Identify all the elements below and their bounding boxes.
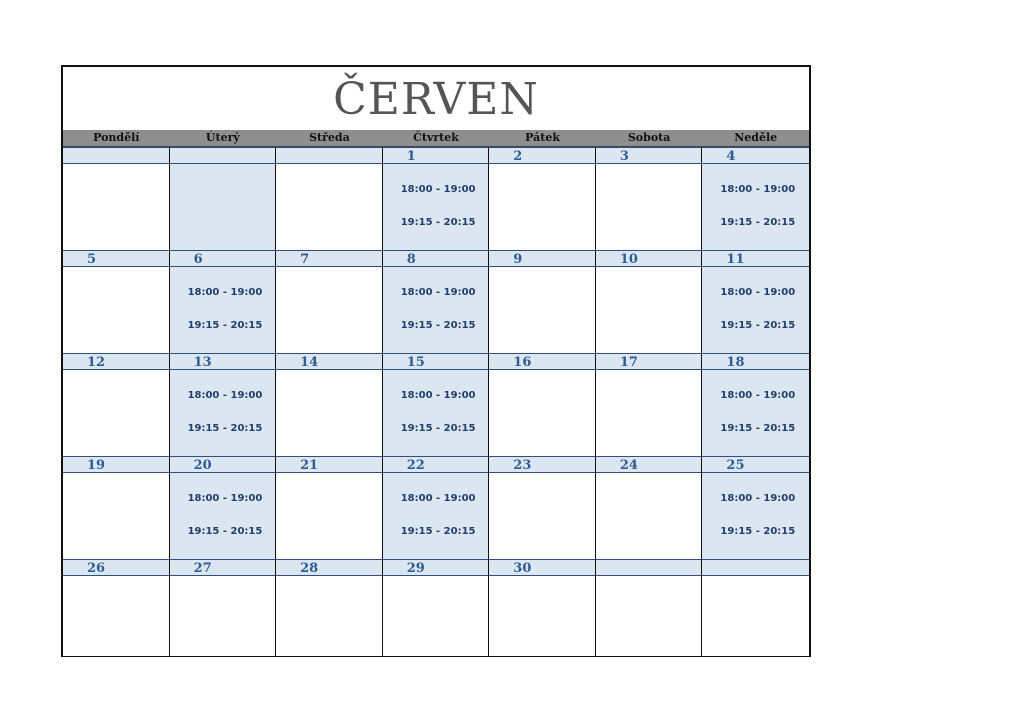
day-cell[interactable]	[383, 576, 490, 656]
day-number: 12	[63, 353, 170, 370]
day-number: 6	[170, 250, 277, 267]
time-slot: 18:00 - 19:00	[400, 184, 476, 195]
time-slot: 19:15 - 20:15	[720, 320, 796, 331]
day-number: 20	[170, 456, 277, 473]
day-number: 1	[383, 147, 490, 164]
weekday-wednesday: Středa	[309, 131, 350, 144]
day-number: 15	[383, 353, 490, 370]
day-cell[interactable]	[702, 164, 809, 250]
time-slot: 19:15 - 20:15	[187, 320, 263, 331]
day-cell[interactable]	[702, 473, 809, 559]
time-slot: 19:15 - 20:15	[720, 217, 796, 228]
time-slot: 18:00 - 19:00	[720, 493, 796, 504]
day-number: 5	[63, 250, 170, 267]
day-number: 10	[596, 250, 703, 267]
day-cell[interactable]	[63, 576, 170, 656]
time-slot: 18:00 - 19:00	[720, 184, 796, 195]
day-cell[interactable]	[596, 473, 703, 559]
day-number	[276, 147, 383, 164]
time-slot: 18:00 - 19:00	[400, 390, 476, 401]
day-cell[interactable]	[63, 267, 170, 353]
day-number: 30	[489, 559, 596, 576]
day-cell[interactable]	[383, 164, 490, 250]
time-slot: 19:15 - 20:15	[400, 320, 476, 331]
day-number: 7	[276, 250, 383, 267]
day-cell[interactable]	[383, 267, 490, 353]
day-number: 21	[276, 456, 383, 473]
day-cell[interactable]	[276, 164, 383, 250]
time-slot: 18:00 - 19:00	[187, 287, 263, 298]
day-number	[170, 147, 277, 164]
day-number	[63, 147, 170, 164]
time-slot: 18:00 - 19:00	[400, 493, 476, 504]
weekday-header	[63, 130, 809, 147]
day-cell[interactable]	[276, 267, 383, 353]
day-cell[interactable]	[383, 370, 490, 456]
day-cell[interactable]	[170, 267, 277, 353]
day-number: 17	[596, 353, 703, 370]
day-number	[702, 559, 809, 576]
time-slot: 18:00 - 19:00	[187, 493, 263, 504]
day-cell[interactable]	[702, 576, 809, 656]
day-cell[interactable]	[702, 267, 809, 353]
weekday-sunday: Neděle	[734, 131, 778, 144]
day-cell[interactable]	[596, 164, 703, 250]
day-cell[interactable]	[170, 164, 277, 250]
day-number: 13	[170, 353, 277, 370]
time-slot: 19:15 - 20:15	[400, 423, 476, 434]
day-number: 2	[489, 147, 596, 164]
day-cell[interactable]	[276, 576, 383, 656]
day-cell[interactable]	[596, 576, 703, 656]
day-number: 3	[596, 147, 703, 164]
day-number: 8	[383, 250, 490, 267]
day-cell[interactable]	[383, 473, 490, 559]
day-number: 22	[383, 456, 490, 473]
weekday-saturday: Sobota	[627, 131, 671, 144]
time-slot: 19:15 - 20:15	[400, 217, 476, 228]
day-number: 11	[702, 250, 809, 267]
time-slot: 19:15 - 20:15	[720, 526, 796, 537]
time-slot: 19:15 - 20:15	[400, 526, 476, 537]
day-cell[interactable]	[489, 267, 596, 353]
day-cell[interactable]	[170, 576, 277, 656]
calendar	[61, 65, 811, 657]
time-slot: 19:15 - 20:15	[187, 526, 263, 537]
calendar-grid	[63, 147, 809, 656]
month-title: ČERVEN	[333, 74, 539, 125]
day-cell[interactable]	[276, 370, 383, 456]
time-slot: 19:15 - 20:15	[720, 423, 796, 434]
day-number: 25	[702, 456, 809, 473]
time-slot: 18:00 - 19:00	[400, 287, 476, 298]
day-number: 27	[170, 559, 277, 576]
day-number: 23	[489, 456, 596, 473]
day-number: 28	[276, 559, 383, 576]
time-slot: 18:00 - 19:00	[720, 287, 796, 298]
day-cell[interactable]	[596, 370, 703, 456]
day-number: 29	[383, 559, 490, 576]
day-number: 24	[596, 456, 703, 473]
day-cell[interactable]	[596, 267, 703, 353]
weekday-thursday: Čtvrtek	[413, 131, 459, 144]
day-number: 18	[702, 353, 809, 370]
day-number: 9	[489, 250, 596, 267]
time-slot: 18:00 - 19:00	[187, 390, 263, 401]
day-cell[interactable]	[489, 473, 596, 559]
day-number: 19	[63, 456, 170, 473]
day-cell[interactable]	[63, 164, 170, 250]
day-cell[interactable]	[489, 164, 596, 250]
day-number: 16	[489, 353, 596, 370]
day-cell[interactable]	[170, 473, 277, 559]
day-cell[interactable]	[489, 576, 596, 656]
day-cell[interactable]	[170, 370, 277, 456]
time-slot: 18:00 - 19:00	[720, 390, 796, 401]
day-number: 4	[702, 147, 809, 164]
weekday-friday: Pátek	[525, 131, 560, 144]
day-number: 14	[276, 353, 383, 370]
weekday-tuesday: Úterý	[205, 131, 240, 144]
day-cell[interactable]	[276, 473, 383, 559]
day-cell[interactable]	[702, 370, 809, 456]
day-cell[interactable]	[63, 370, 170, 456]
day-number	[596, 559, 703, 576]
day-cell[interactable]	[489, 370, 596, 456]
day-cell[interactable]	[63, 473, 170, 559]
time-slot: 19:15 - 20:15	[187, 423, 263, 434]
day-number: 26	[63, 559, 170, 576]
weekday-monday: Pondělí	[93, 131, 140, 144]
